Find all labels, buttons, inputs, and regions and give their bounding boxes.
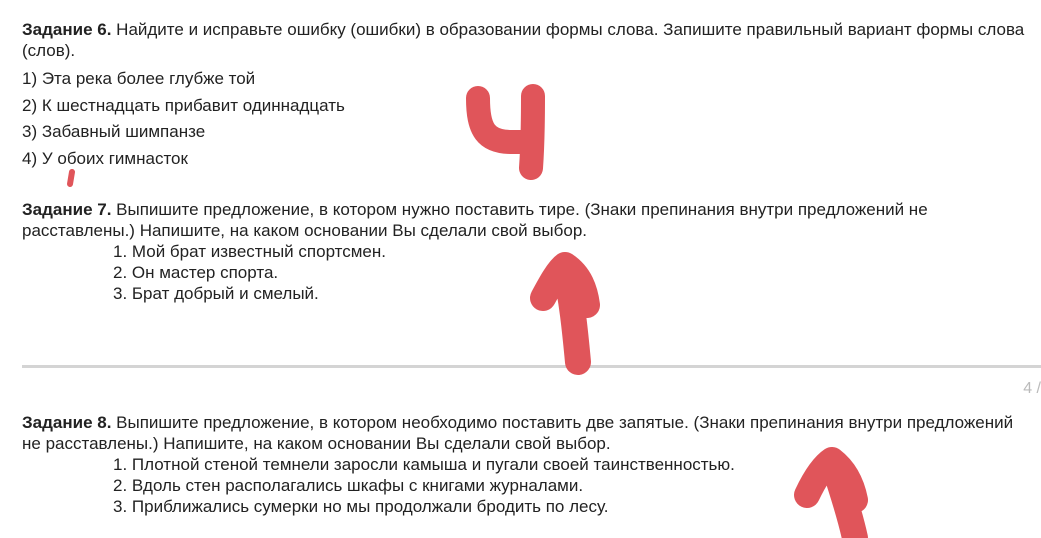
task-6-option: 1) Эта река более глубже той: [22, 69, 256, 88]
task-7-heading: [22, 199, 1027, 241]
task-6-text: Найдите и исправьте ошибку (ошибки) в образовании формы слова. Запишите правильный вариант формы слова (слов).: [22, 20, 1025, 60]
task-7-text: Выпишите предложение, в котором нужно поставить тире. (Знаки препинания внутри предложений не расставлены.) Напишите, на каком основании Вы сделали свой выбор.: [22, 200, 928, 240]
task-8-options: [113, 454, 735, 517]
task-7: [22, 199, 1027, 241]
handwritten-answer-1-task8: [807, 460, 855, 538]
task-8-label: Задание 8.: [22, 413, 112, 432]
page-divider: [22, 365, 1041, 368]
task-6-option: 2) К шестнадцать прибавит одиннадцать: [22, 95, 345, 115]
handwritten-tick: [70, 172, 72, 184]
task-6-heading: [22, 19, 1027, 61]
task-7-option: 1. Мой брат известный спортсмен.: [113, 242, 386, 261]
task-6-options: [22, 66, 1027, 172]
task-8-heading: [22, 412, 1027, 454]
task-8-option: 1. Плотной стеной темнели заросли камыша и пугали своей таинственностью.: [113, 455, 735, 474]
page-indicator: 4 /: [1023, 380, 1041, 397]
task-6: [22, 19, 1027, 61]
task-7-option: 3. Брат добрый и смелый.: [113, 284, 319, 303]
task-6-label: Задание 6.: [22, 20, 112, 39]
task-6-option: 4) У обоих гимнасток: [22, 148, 188, 168]
task-8: [22, 412, 1027, 454]
task-6-option: 3) Забавный шимпанзе: [22, 122, 206, 141]
task-8-text: Выпишите предложение, в котором необходимо поставить две запятые. (Знаки препинания внутри предложений не расставлены.) Напишите, на каком основании Вы сделали свой выбор.: [22, 413, 1014, 453]
task-7-option: 2. Он мастер спорта.: [113, 263, 279, 282]
task-8-option: 3. Приближались сумерки но мы продолжали бродить по лесу.: [113, 497, 609, 516]
task-8-option: 2. Вдоль стен располагались шкафы с книгами журналами.: [113, 476, 584, 495]
task-7-label: Задание 7.: [22, 200, 112, 219]
task-7-options: [113, 241, 386, 304]
handwritten-answer-1-task7: [543, 265, 587, 362]
